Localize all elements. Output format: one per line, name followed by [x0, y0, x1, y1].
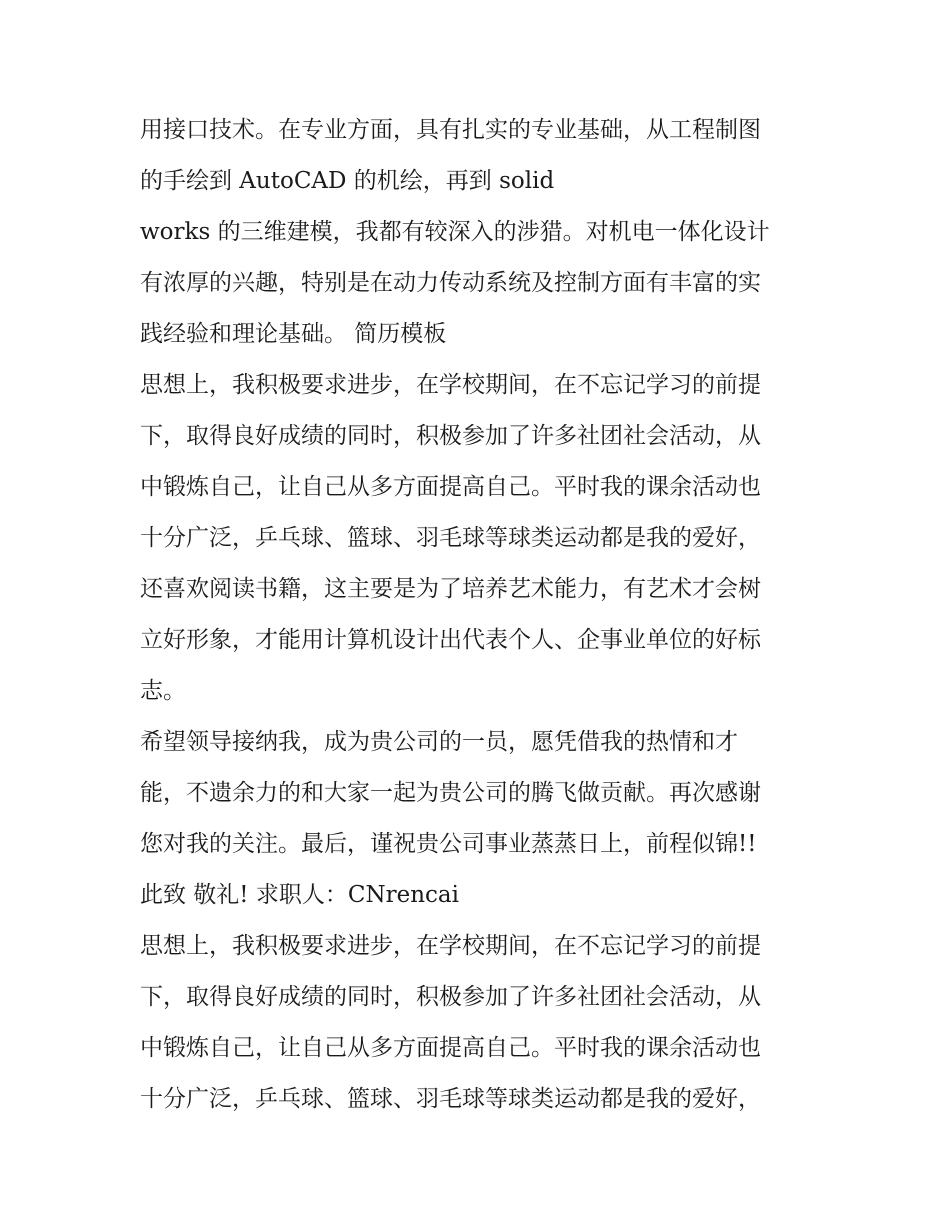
- text-line: 的手绘到 AutoCAD 的机绘，再到 solid: [140, 168, 555, 194]
- text-line: 思想上，我积极要求进步，在学校期间，在不忘记学习的前提: [140, 372, 761, 398]
- text-line: 思想上，我积极要求进步，在学校期间，在不忘记学习的前提: [140, 933, 761, 959]
- text-line: works 的三维建模，我都有较深入的涉猎。对机电一体化设计: [140, 219, 770, 245]
- text-line: 立好形象，才能用计算机设计出代表个人、企事业单位的好标: [140, 627, 761, 653]
- text-line: 践经验和理论基础。 简历模板: [140, 321, 447, 347]
- signature-line: 此致 敬礼! 求职人：CNrencai: [140, 882, 459, 908]
- text-line: 下，取得良好成绩的同时，积极参加了许多社团社会活动，从: [140, 984, 761, 1010]
- text-line: 您对我的关注。最后，谨祝贵公司事业蒸蒸日上，前程似锦!!: [140, 831, 757, 857]
- text-line: 有浓厚的兴趣，特别是在动力传动系统及控制方面有丰富的实: [140, 270, 761, 296]
- text-line: 用接口技术。在专业方面，具有扎实的专业基础，从工程制图: [140, 117, 761, 143]
- text-line: 志。: [140, 678, 186, 704]
- text-line: 中锻炼自己，让自己从多方面提高自己。平时我的课余活动也: [140, 1035, 761, 1061]
- text-line: 希望领导接纳我，成为贵公司的一员，愿凭借我的热情和才: [140, 729, 738, 755]
- text-line: 十分广泛，乒乓球、篮球、羽毛球等球类运动都是我的爱好，: [140, 1086, 761, 1112]
- text-line: 中锻炼自己，让自己从多方面提高自己。平时我的课余活动也: [140, 474, 761, 500]
- text-line: 还喜欢阅读书籍，这主要是为了培养艺术能力，有艺术才会树: [140, 576, 761, 602]
- text-line: 能，不遗余力的和大家一起为贵公司的腾飞做贡献。再次感谢: [140, 780, 761, 806]
- text-line: 下，取得良好成绩的同时，积极参加了许多社团社会活动，从: [140, 423, 761, 449]
- text-line: 十分广泛，乒乓球、篮球、羽毛球等球类运动都是我的爱好，: [140, 525, 761, 551]
- document-body: [140, 110, 830, 1130]
